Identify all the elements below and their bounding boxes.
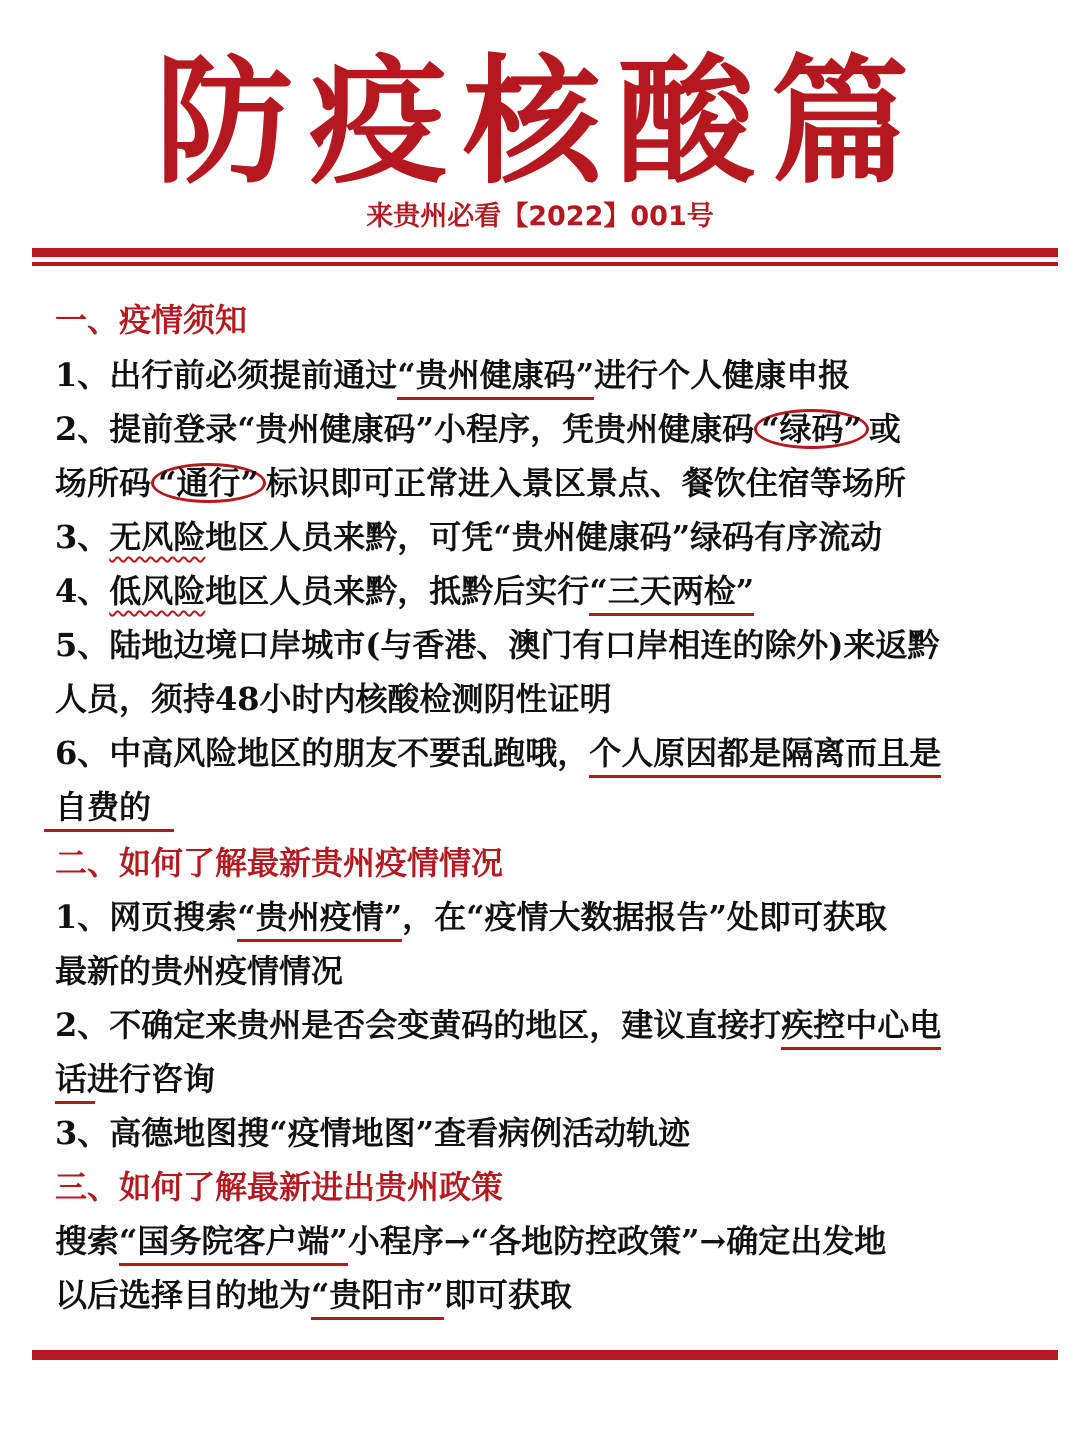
item2l2-text-a: 场所码	[55, 464, 152, 502]
section1-item2	[55, 409, 901, 449]
section2-heading: 二、如何了解最新贵州疫情情况	[55, 844, 504, 882]
section3-heading: 三、如何了解最新进出贵州政策	[55, 1168, 504, 1206]
item2-circled: “绿码”	[754, 409, 869, 449]
section1-item5-line2: 人员，须持48小时内核酸检测阴性证明	[55, 680, 612, 718]
s2-item1-text-a: 1、网页搜索	[55, 898, 238, 936]
item1-highlight: “贵州健康码”	[397, 355, 594, 400]
item4-text-c: 地区人员来黔，抵黔后实行	[205, 572, 590, 610]
s3-l2-text-a: 以后选择目的地为	[55, 1276, 312, 1314]
item2-text-c: 或	[868, 410, 901, 448]
section1-item3	[55, 517, 882, 557]
section1-item2-line2	[55, 463, 906, 503]
section1-heading: 一、疫情须知	[55, 301, 248, 339]
section2-item1	[55, 897, 887, 942]
item4-wavy: 低风险	[109, 572, 206, 610]
item6-underline-end	[44, 829, 174, 832]
item4-highlight: “三天两检”	[589, 571, 754, 616]
s3-l1-text-a: 搜索	[55, 1222, 120, 1260]
section1-item4	[55, 571, 754, 616]
s3-l1-text-c: 小程序→“各地防控政策”→确定出发地	[347, 1222, 887, 1260]
section1-item6	[55, 733, 941, 778]
item1-text-c: 进行个人健康申报	[594, 356, 851, 394]
s2-item2-underline-end	[55, 1101, 95, 1104]
item6-text-a: 6、中高风险地区的朋友不要乱跑哦，	[55, 734, 590, 772]
item3-wavy: 无风险	[109, 518, 206, 556]
divider-bottom	[32, 1350, 1058, 1360]
item4-text-a: 4、	[55, 572, 110, 610]
page-title: 防疫核酸篇	[154, 40, 925, 203]
s2-item1-text-c: ，在“疫情大数据报告”处即可获取	[402, 898, 887, 936]
item3-text-c: 地区人员来黔，可凭“贵州健康码”绿码有序流动	[205, 518, 883, 556]
s2-item1-highlight: “贵州疫情”	[237, 897, 402, 942]
section2-item3: 3、高德地图搜“疫情地图”查看病例活动轨迹	[55, 1114, 691, 1152]
divider-top-thick	[32, 248, 1058, 257]
s3-l1-highlight: “国务院客户端”	[119, 1221, 348, 1266]
s3-l2-text-c: 即可获取	[443, 1276, 572, 1314]
section2-item2-line2: 话进行咨询	[55, 1060, 216, 1098]
section2-item1-line2: 最新的贵州疫情情况	[55, 952, 344, 990]
divider-top-thin	[32, 262, 1058, 266]
item6-highlight: 个人原因都是隔离而且是	[589, 733, 941, 778]
section1-item5-line1: 5、陆地边境口岸城市(与香港、澳门有口岸相连的除外)来返黔	[55, 626, 940, 664]
item1-text-a: 1、出行前必须提前通过	[55, 356, 398, 394]
item2l2-text-c: 标识即可正常进入景区景点、餐饮住宿等场所	[265, 464, 906, 502]
subtitle: 来贵州必看【2022】001号	[366, 201, 714, 232]
section2-item2	[55, 1005, 941, 1050]
s2-item2-highlight: 疾控中心电	[781, 1005, 941, 1050]
item2l2-circled: “通行”	[151, 463, 266, 503]
item3-text-a: 3、	[55, 518, 110, 556]
section3-line1	[55, 1221, 886, 1266]
section1-item1	[55, 355, 850, 400]
s2-item2-text-a: 2、不确定来贵州是否会变黄码的地区，建议直接打	[55, 1006, 782, 1044]
s3-l2-highlight: “贵阳市”	[311, 1275, 444, 1320]
item2-text-a: 2、提前登录“贵州健康码”小程序，凭贵州健康码	[55, 410, 755, 448]
section1-item6-line2: 自费的	[55, 788, 152, 826]
section3-line2	[55, 1275, 572, 1320]
